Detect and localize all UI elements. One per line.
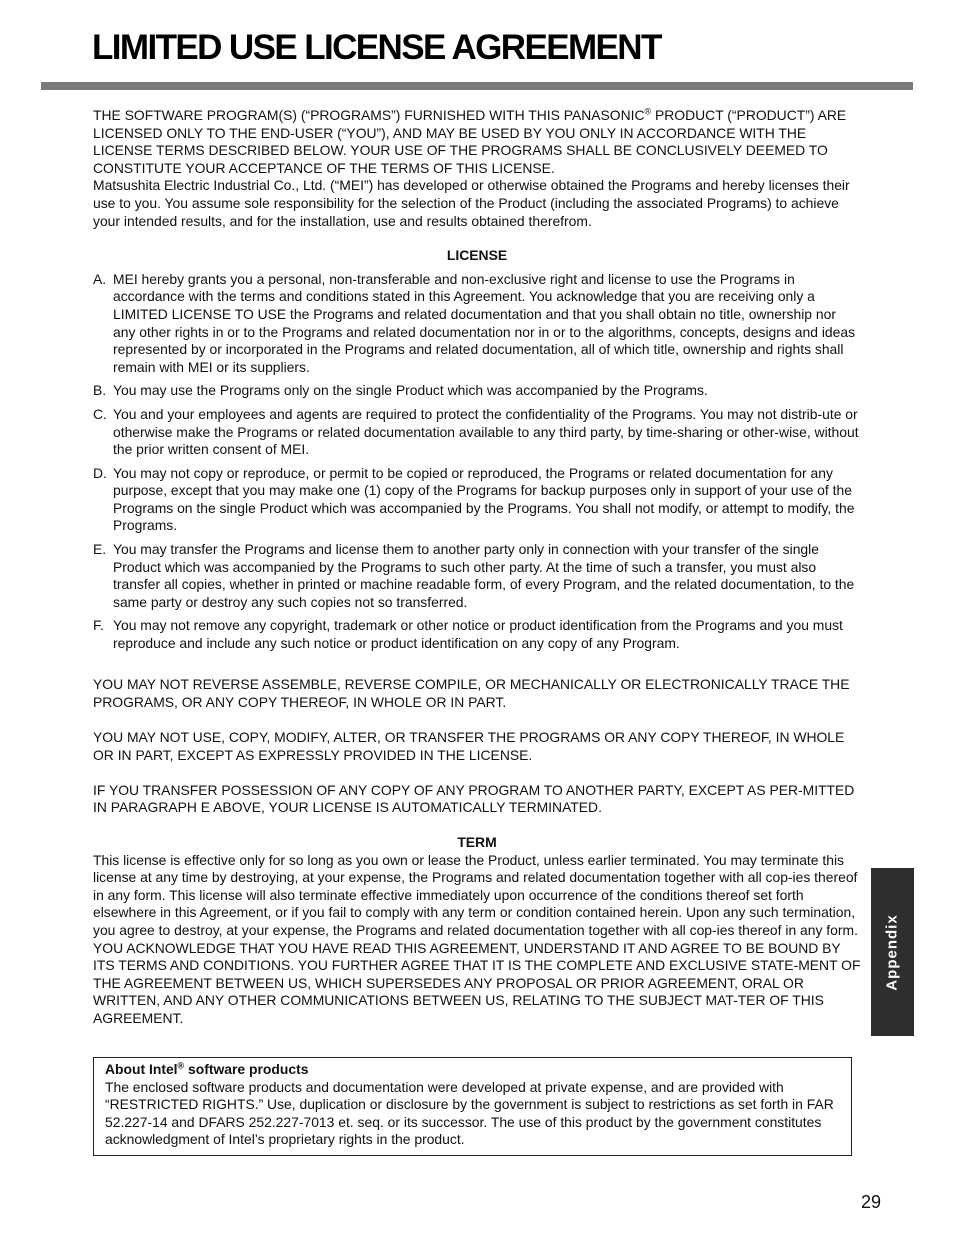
- intel-notice-title: [105, 1061, 841, 1079]
- spacer: [93, 659, 861, 677]
- list-letter: E.: [93, 541, 107, 558]
- license-heading: LICENSE: [446, 247, 508, 264]
- appendix-side-tab[interactable]: [871, 868, 914, 1036]
- list-text: You may not remove any copyright, trademark or other notice or product identification from the Programs and you must reproduce and include any such notice or product identification on any copy of any Program.: [113, 617, 843, 652]
- side-tab-label: Appendix: [884, 913, 901, 991]
- page-number: 29: [861, 1192, 882, 1212]
- acknowledgement-paragraph: YOU ACKNOWLEDGE THAT YOU HAVE READ THIS AGREEMENT, UNDERSTAND IT AND AGREE TO BE BOUND BY ITS TERMS AND CONDITIONS. YOU FURTHER AGREE THAT IT IS THE COMPLETE AND EXCLUSIVE STATE-MENT OF THE AGREEMENT BETWEEN US, WHICH SUPERSEDES ANY PROPOSAL OR PRIOR AGREEMENT, ORAL OR WRITTEN, AND ANY OTHER COMMUNICATIONS BETWEEN US, RELATING TO THE SUBJECT MAT-TER OF THIS AGREEMENT.: [93, 939, 861, 1026]
- intro-paragraph: [93, 107, 861, 177]
- list-letter: B.: [93, 382, 107, 399]
- restriction-reverse-assemble: YOU MAY NOT REVERSE ASSEMBLE, REVERSE COMPILE, OR MECHANICALLY OR ELECTRONICALLY TRACE THE PROGRAMS, OR ANY COPY THEREOF, IN WHOLE OR IN PART.: [93, 676, 850, 710]
- list-letter: D.: [93, 464, 107, 481]
- spacer: [93, 711, 861, 729]
- spacer: [93, 764, 861, 782]
- license-item-a: [93, 271, 861, 377]
- license-item-e: [93, 541, 861, 611]
- intel-notice-body: The enclosed software products and documentation were developed at private expense, and are provided with “RESTRICTED RIGHTS.” Use, duplication or disclosure by the government is subject to restrictions as set forth in FAR 52.227-14 and DFARS 252.227-7013 et. seq. or its successor. The use of this product by the government constitutes acknowledgment of Intel’s proprietary rights in the product.: [105, 1078, 834, 1148]
- intel-title-start: About Intel: [105, 1061, 178, 1077]
- registered-mark: ®: [644, 106, 652, 117]
- agreement-body: [93, 107, 861, 1028]
- intro-text-end: PRODUCT (“PRODUCT”) ARE LICENSED ONLY TO THE END-USER (“YOU”), AND MAY BE USED BY YOU ONLY IN ACCORDANCE WITH THE LICENSE TERMS DESCRIBED BELOW. YOUR USE OF THE PROGRAMS SHALL BE CONCLUSIVELY DEEMED TO CONSTITUTE YOUR ACCEPTANCE OF THE TERMS OF THIS LICENSE.: [93, 107, 847, 176]
- list-text: MEI hereby grants you a personal, non-transferable and non-exclusive right and license to use the Programs in accordance with the terms and conditions stated in this Agreement. You acknowledge that you are receiving only a LIMITED LICENSE TO USE the Programs and related documentation and that you shall obtain no title, ownership nor any other rights in or to the Programs and related documentation nor in or to the algorithms, concepts, designs and ideas represented by or incorporated in the Programs and related documentation, all of which title, ownership and rights shall remain with MEI or its suppliers.: [113, 270, 856, 375]
- list-letter: A.: [93, 270, 107, 287]
- registered-mark: ®: [177, 1060, 185, 1071]
- list-letter: F.: [93, 617, 104, 634]
- license-list: [93, 271, 861, 653]
- intel-title-end: software products: [184, 1061, 309, 1077]
- list-text: You may transfer the Programs and license them to another party only in connection with your transfer of the single Product which was accompanied by the Programs to such other party. At the time of such a transfer, you must also transfer all copies, whether in printed or machine readable form, of every Program, and the related documentation, to the same party or destroy any such copies not so transferred.: [113, 541, 855, 610]
- list-text: You may not copy or reproduce, or permit to be copied or reproduced, the Programs or related documentation for any purpose, except that you may make one (1) copy of the Programs for backup purposes only in support of your use of the Programs on the single Product which was accompanied by the Programs. You shall not modify, or attempt to modify, the Programs.: [113, 464, 855, 534]
- list-text: You may use the Programs only on the single Product which was accompanied by the Programs.: [113, 382, 708, 399]
- license-item-d: [93, 465, 861, 535]
- restriction-transfer: IF YOU TRANSFER POSSESSION OF ANY COPY OF ANY PROGRAM TO ANOTHER PARTY, EXCEPT AS PER-MITTED IN PARAGRAPH E ABOVE, YOUR LICENSE IS AUTOMATICALLY TERMINATED.: [93, 781, 855, 816]
- term-heading: TERM: [457, 833, 497, 850]
- list-text: You and your employees and agents are required to protect the confidentiality of the Programs. You may not distrib-ute or otherwise make the Programs or related documentation available to any third party, by time-sharing or other-wise, without the prior written consent of MEI.: [113, 405, 859, 458]
- intro-text-start: THE SOFTWARE PROGRAM(S) (“PROGRAMS”) FURNISHED WITH THIS PANASONIC: [93, 107, 645, 123]
- mei-paragraph: Matsushita Electric Industrial Co., Ltd. (“MEI”) has developed or otherwise obtained the Programs and hereby licenses their use to you. You assume sole responsibility for the selection of the Product (including the associated Programs) to achieve your intended results, and for the installation, use and results obtained therefrom.: [93, 177, 850, 229]
- intel-notice-box: [93, 1057, 852, 1156]
- title-divider: [41, 82, 913, 90]
- license-item-c: [93, 406, 861, 459]
- restriction-use-copy: YOU MAY NOT USE, COPY, MODIFY, ALTER, OR TRANSFER THE PROGRAMS OR ANY COPY THEREOF, IN WHOLE OR IN PART, EXCEPT AS EXPRESSLY PROVIDED IN THE LICENSE.: [93, 729, 845, 763]
- license-item-b: [93, 382, 861, 400]
- term-paragraph: This license is effective only for so long as you own or lease the Product, unless earlier terminated. You may terminate this license at any time by destroying, at your expense, the Programs and related documentation together with all cop-ies thereof in any form. This license will also terminate effective immediately upon occurrence of the conditions thereof set forth elsewhere in this Agreement, or if you fail to comply with any term or condition contained herein. Upon any such termination, you agree to destroy, at your expense, the Programs and related documentation together with all cop-ies thereof in any form.: [93, 851, 858, 938]
- list-letter: C.: [93, 405, 107, 422]
- license-item-f: [93, 617, 861, 652]
- page-title: LIMITED USE LICENSE AGREEMENT: [92, 28, 661, 67]
